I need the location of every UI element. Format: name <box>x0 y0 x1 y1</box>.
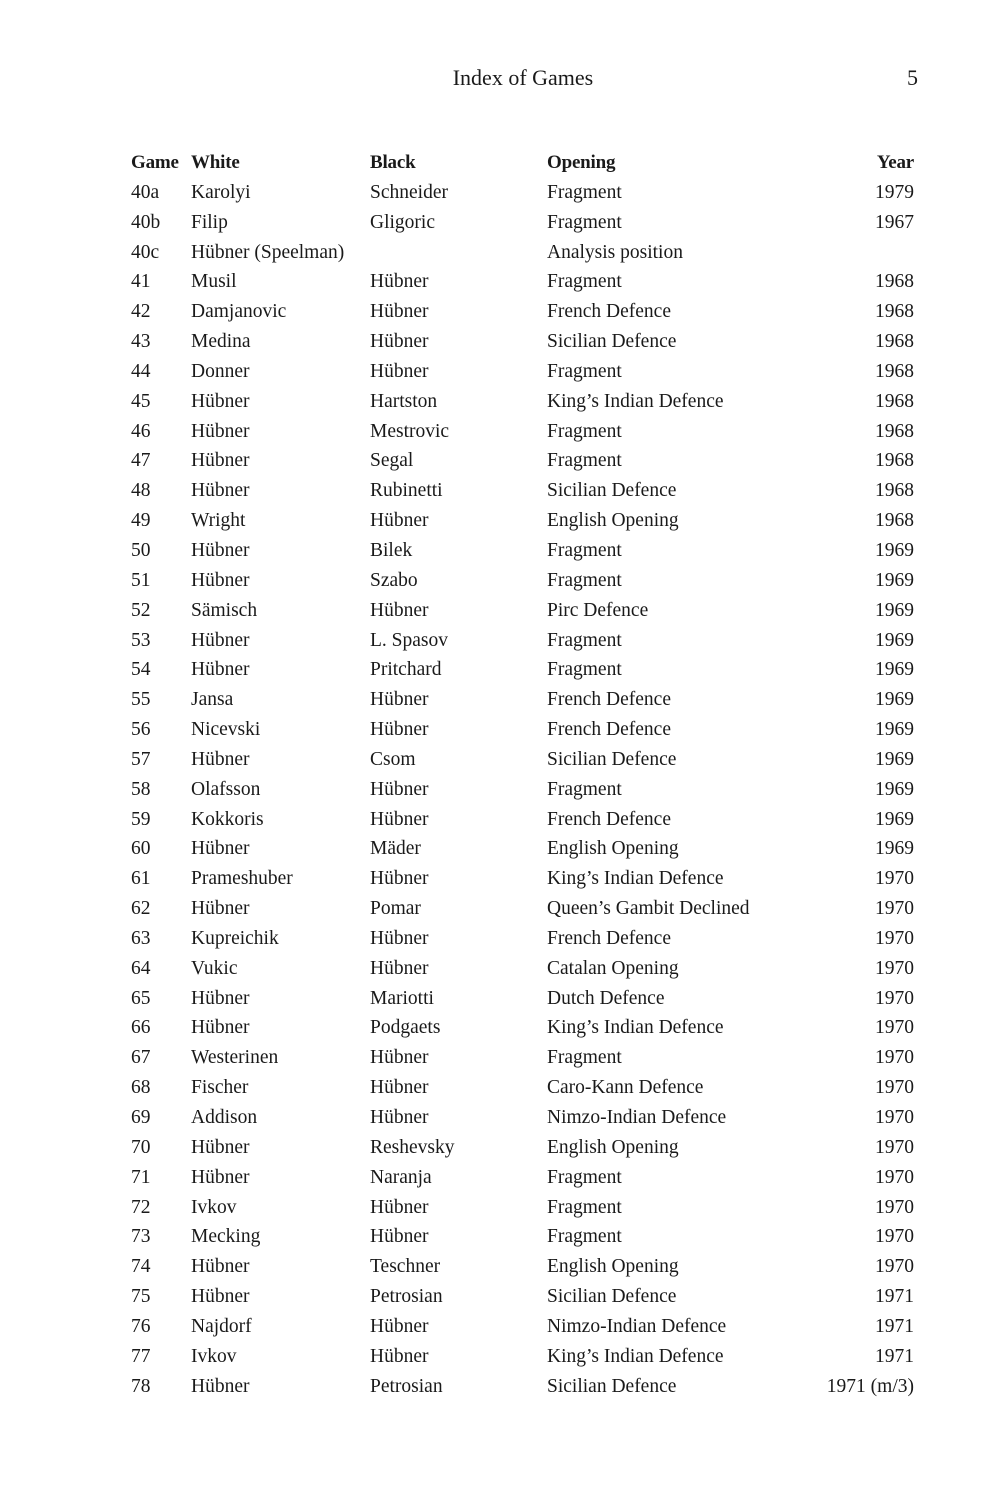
white-player-cell: Karolyi <box>191 181 251 203</box>
page-title: Index of Games <box>452 65 594 90</box>
games-index-table <box>131 148 914 1401</box>
year-cell: 1969 <box>875 659 914 681</box>
white-player-cell: Hübner <box>191 659 250 681</box>
opening-cell: Caro-Kann Defence <box>547 1077 704 1099</box>
black-player-cell: Hübner <box>370 360 429 382</box>
game-number-cell: 40b <box>131 211 161 233</box>
black-player-cell: Naranja <box>370 1166 432 1188</box>
opening-cell: French Defence <box>547 689 671 711</box>
black-player-cell: Hübner <box>370 1315 429 1337</box>
year-cell: 1969 <box>875 808 914 830</box>
year-cell: 1967 <box>875 211 914 233</box>
opening-cell: English Opening <box>547 510 679 532</box>
opening-cell: English Opening <box>547 838 679 860</box>
year-cell: 1968 <box>875 331 914 353</box>
black-player-cell: Hübner <box>370 868 429 890</box>
year-cell: 1969 <box>875 778 914 800</box>
year-cell: 1968 <box>875 360 914 382</box>
year-cell: 1970 <box>875 1077 914 1099</box>
year-cell: 1970 <box>875 1196 914 1218</box>
white-player-cell: Kupreichik <box>191 927 279 949</box>
game-number-cell: 52 <box>131 599 151 621</box>
table-row <box>131 1222 914 1252</box>
year-cell: 1969 <box>875 629 914 651</box>
white-player-cell: Musil <box>191 271 237 293</box>
opening-cell: Sicilian Defence <box>547 331 677 353</box>
year-cell <box>797 238 914 268</box>
page-header <box>0 62 1000 94</box>
table-row <box>131 1252 914 1282</box>
black-player-cell: Hübner <box>370 1107 429 1128</box>
table-row <box>131 596 914 626</box>
table-row <box>131 1133 914 1163</box>
opening-cell: Fragment <box>547 1166 622 1188</box>
game-number-cell: 43 <box>131 331 151 353</box>
black-player-cell: Hübner <box>370 510 429 532</box>
year-cell: 1970 <box>875 1166 914 1188</box>
table-row <box>131 864 914 894</box>
opening-cell: French Defence <box>547 301 671 323</box>
year-cell: 1970 <box>875 1047 914 1069</box>
game-number-cell: 47 <box>131 450 151 472</box>
table-row <box>131 476 914 506</box>
white-player-cell: Wright <box>191 510 246 532</box>
opening-cell: Fragment <box>547 271 622 293</box>
white-player-cell: Hübner <box>191 1286 250 1308</box>
white-player-cell: Jansa <box>191 689 234 711</box>
black-player-cell: Hübner <box>370 1077 429 1099</box>
opening-cell: Fragment <box>547 420 622 442</box>
black-player-cell: Hübner <box>370 808 429 830</box>
black-player-cell: Hübner <box>370 719 429 741</box>
table-row <box>131 446 914 476</box>
black-player-cell: Reshevsky <box>370 1136 455 1158</box>
white-player-cell: Olafsson <box>191 778 261 800</box>
table-row <box>131 297 914 327</box>
black-player-cell: Petrosian <box>370 1375 443 1397</box>
table-row <box>131 387 914 417</box>
table-row <box>131 417 914 447</box>
black-player-cell: Hübner <box>370 271 429 293</box>
game-number-cell: 70 <box>131 1136 151 1158</box>
opening-cell: Sicilian Defence <box>547 1286 677 1308</box>
game-number-cell: 41 <box>131 271 151 293</box>
game-number-cell: 44 <box>131 360 151 382</box>
year-cell: 1970 <box>875 957 914 979</box>
white-player-cell: Hübner (Speelman) <box>191 241 345 263</box>
table-row <box>131 1372 914 1402</box>
table-row <box>131 506 914 536</box>
opening-cell: French Defence <box>547 927 671 949</box>
game-number-cell: 76 <box>131 1315 151 1337</box>
year-cell: 1969 <box>875 689 914 711</box>
opening-cell: Sicilian Defence <box>547 748 677 770</box>
opening-cell: Analysis position <box>547 241 683 263</box>
year-cell: 1970 <box>875 868 914 890</box>
table-row <box>131 1103 914 1133</box>
black-player-cell: Hübner <box>370 957 429 979</box>
game-number-cell: 71 <box>131 1166 151 1188</box>
year-cell: 1970 <box>875 987 914 1009</box>
year-cell: 1969 <box>875 748 914 770</box>
opening-cell: French Defence <box>547 808 671 830</box>
game-number-cell: 57 <box>131 748 151 770</box>
column-header-black: Black <box>370 152 416 173</box>
year-cell: 1971 <box>875 1315 914 1337</box>
year-cell: 1968 <box>875 301 914 323</box>
table-row <box>131 685 914 715</box>
game-number-cell: 55 <box>131 689 151 711</box>
black-player-cell <box>370 238 547 268</box>
white-player-cell: Filip <box>191 211 228 233</box>
column-header-year: Year <box>876 152 914 173</box>
table-row <box>131 775 914 805</box>
black-player-cell: Csom <box>370 748 416 770</box>
white-player-cell: Hübner <box>191 539 250 561</box>
game-number-cell: 46 <box>131 420 151 442</box>
game-number-cell: 74 <box>131 1256 151 1278</box>
opening-cell: Sicilian Defence <box>547 480 677 502</box>
black-player-cell: Teschner <box>370 1256 441 1278</box>
black-player-cell: Rubinetti <box>370 480 443 502</box>
table-row <box>131 894 914 924</box>
opening-cell: Fragment <box>547 181 622 203</box>
white-player-cell: Donner <box>191 360 250 382</box>
table-row <box>131 655 914 685</box>
table-row <box>131 208 914 238</box>
black-player-cell: Hartston <box>370 390 438 412</box>
white-player-cell: Najdorf <box>191 1315 252 1337</box>
opening-cell: Fragment <box>547 659 622 681</box>
white-player-cell: Sämisch <box>191 599 258 621</box>
table-row <box>131 715 914 745</box>
game-number-cell: 69 <box>131 1107 151 1128</box>
white-player-cell: Mecking <box>191 1226 261 1248</box>
white-player-cell: Hübner <box>191 748 250 770</box>
white-player-cell: Hübner <box>191 1166 250 1188</box>
column-header-white: White <box>191 152 240 173</box>
game-number-cell: 64 <box>131 957 151 979</box>
game-number-cell: 72 <box>131 1196 151 1218</box>
year-cell: 1970 <box>875 1136 914 1158</box>
opening-cell: Sicilian Defence <box>547 1375 677 1397</box>
table-row <box>131 1193 914 1223</box>
black-player-cell: Hübner <box>370 1047 429 1069</box>
white-player-cell: Hübner <box>191 898 250 920</box>
game-number-cell: 58 <box>131 778 151 800</box>
black-player-cell: Hübner <box>370 1196 429 1218</box>
game-number-cell: 59 <box>131 808 151 830</box>
opening-cell: Nimzo-Indian Defence <box>547 1315 727 1337</box>
black-player-cell: Podgaets <box>370 1017 441 1039</box>
white-player-cell: Hübner <box>191 420 250 442</box>
game-number-cell: 42 <box>131 301 151 323</box>
table-row <box>131 1312 914 1342</box>
opening-cell: English Opening <box>547 1256 679 1278</box>
table-row <box>131 1043 914 1073</box>
white-player-cell: Hübner <box>191 838 250 860</box>
game-number-cell: 67 <box>131 1047 151 1069</box>
opening-cell: Fragment <box>547 360 622 382</box>
table-row <box>131 1013 914 1043</box>
black-player-cell: Segal <box>370 450 414 472</box>
opening-cell: King’s Indian Defence <box>547 1345 724 1367</box>
black-player-cell: Hübner <box>370 331 429 353</box>
table-row <box>131 327 914 357</box>
white-player-cell: Prameshuber <box>191 868 293 890</box>
opening-cell: Fragment <box>547 778 622 800</box>
game-number-cell: 61 <box>131 868 151 890</box>
year-cell: 1970 <box>875 1107 914 1128</box>
white-player-cell: Medina <box>191 331 251 353</box>
table-row <box>131 1342 914 1372</box>
game-number-cell: 78 <box>131 1375 151 1397</box>
opening-cell: Fragment <box>547 539 622 561</box>
white-player-cell: Hübner <box>191 987 250 1009</box>
game-number-cell: 49 <box>131 510 151 532</box>
opening-cell: Fragment <box>547 1196 622 1218</box>
table-row <box>131 984 914 1014</box>
game-number-cell: 75 <box>131 1286 151 1308</box>
table-body <box>131 178 914 1402</box>
white-player-cell: Westerinen <box>191 1047 279 1069</box>
table-row <box>131 238 914 268</box>
game-number-cell: 40c <box>131 241 160 263</box>
year-cell: 1968 <box>875 420 914 442</box>
black-player-cell: Gligoric <box>370 211 435 233</box>
table-row <box>131 536 914 566</box>
black-player-cell: Bilek <box>370 539 413 561</box>
year-cell: 1970 <box>875 1017 914 1039</box>
year-cell: 1968 <box>875 450 914 472</box>
black-player-cell: Mäder <box>370 838 421 860</box>
black-player-cell: L. Spasov <box>370 629 448 651</box>
opening-cell: King’s Indian Defence <box>547 868 724 890</box>
white-player-cell: Addison <box>191 1107 258 1128</box>
game-number-cell: 40a <box>131 181 160 203</box>
white-player-cell: Hübner <box>191 1017 250 1039</box>
game-number-cell: 68 <box>131 1077 151 1099</box>
opening-cell: French Defence <box>547 719 671 741</box>
opening-cell: Fragment <box>547 1047 622 1069</box>
black-player-cell: Hübner <box>370 301 429 323</box>
year-cell: 1968 <box>875 271 914 293</box>
white-player-cell: Hübner <box>191 629 250 651</box>
year-cell: 1968 <box>875 390 914 412</box>
black-player-cell: Hübner <box>370 927 429 949</box>
opening-cell: King’s Indian Defence <box>547 1017 724 1039</box>
white-player-cell: Kokkoris <box>191 808 264 830</box>
white-player-cell: Vukic <box>191 957 238 979</box>
header-row <box>131 148 914 178</box>
year-cell: 1969 <box>875 838 914 860</box>
year-cell: 1969 <box>875 719 914 741</box>
year-cell: 1971 <box>875 1345 914 1367</box>
table-row <box>131 1073 914 1103</box>
white-player-cell: Ivkov <box>191 1196 237 1218</box>
white-player-cell: Hübner <box>191 480 250 502</box>
table-row <box>131 357 914 387</box>
white-player-cell: Hübner <box>191 390 250 412</box>
game-number-cell: 73 <box>131 1226 151 1248</box>
opening-cell: Fragment <box>547 211 622 233</box>
opening-cell: Catalan Opening <box>547 957 679 979</box>
table-header <box>131 148 914 178</box>
table-row <box>131 924 914 954</box>
black-player-cell: Hübner <box>370 1345 429 1367</box>
year-cell: 1969 <box>875 599 914 621</box>
black-player-cell: Pomar <box>370 898 421 920</box>
game-number-cell: 62 <box>131 898 151 920</box>
white-player-cell: Hübner <box>191 450 250 472</box>
game-number-cell: 45 <box>131 390 151 412</box>
game-number-cell: 56 <box>131 719 151 741</box>
opening-cell: Fragment <box>547 1226 622 1248</box>
white-player-cell: Hübner <box>191 1375 250 1397</box>
table-row <box>131 566 914 596</box>
year-cell: 1969 <box>875 539 914 561</box>
year-cell: 1971 <box>875 1286 914 1308</box>
black-player-cell: Schneider <box>370 181 448 203</box>
table-row <box>131 178 914 208</box>
white-player-cell: Damjanovic <box>191 301 287 323</box>
black-player-cell: Mariotti <box>370 987 434 1009</box>
table-row <box>131 267 914 297</box>
table-row <box>131 745 914 775</box>
year-cell: 1970 <box>875 927 914 949</box>
black-player-cell: Hübner <box>370 1226 429 1248</box>
column-header-opening: Opening <box>547 152 616 173</box>
opening-cell: Dutch Defence <box>547 987 665 1009</box>
game-number-cell: 51 <box>131 569 151 591</box>
game-number-cell: 54 <box>131 659 151 681</box>
black-player-cell: Hübner <box>370 689 429 711</box>
black-player-cell: Petrosian <box>370 1286 443 1308</box>
table-row <box>131 805 914 835</box>
table-row <box>131 954 914 984</box>
white-player-cell: Hübner <box>191 1256 250 1278</box>
opening-cell: English Opening <box>547 1136 679 1158</box>
table-row <box>131 1282 914 1312</box>
game-number-cell: 66 <box>131 1017 151 1039</box>
page-number: 5 <box>907 65 918 90</box>
year-cell: 1970 <box>875 1256 914 1278</box>
black-player-cell: Hübner <box>370 778 429 800</box>
white-player-cell: Fischer <box>191 1077 249 1099</box>
opening-cell: Fragment <box>547 629 622 651</box>
year-cell: 1971 (m/3) <box>826 1375 914 1397</box>
black-player-cell: Pritchard <box>370 659 442 681</box>
opening-cell: Nimzo-Indian Defence <box>547 1107 727 1128</box>
white-player-cell: Hübner <box>191 569 250 591</box>
opening-cell: King’s Indian Defence <box>547 390 724 412</box>
year-cell: 1968 <box>875 480 914 502</box>
year-cell: 1970 <box>875 898 914 920</box>
black-player-cell: Hübner <box>370 599 429 621</box>
game-number-cell: 48 <box>131 480 151 502</box>
table-row <box>131 834 914 864</box>
table-row <box>131 1163 914 1193</box>
game-number-cell: 63 <box>131 927 151 949</box>
column-header-game: Game <box>131 152 179 173</box>
game-number-cell: 53 <box>131 629 151 651</box>
white-player-cell: Ivkov <box>191 1345 237 1367</box>
opening-cell: Fragment <box>547 569 622 591</box>
opening-cell: Pirc Defence <box>547 599 649 621</box>
year-cell: 1970 <box>875 1226 914 1248</box>
black-player-cell: Mestrovic <box>370 420 450 442</box>
opening-cell: Fragment <box>547 450 622 472</box>
year-cell: 1979 <box>875 181 914 203</box>
black-player-cell: Szabo <box>370 569 418 591</box>
game-number-cell: 77 <box>131 1345 151 1367</box>
opening-cell: Queen’s Gambit Declined <box>547 898 750 920</box>
game-number-cell: 50 <box>131 539 151 561</box>
game-number-cell: 60 <box>131 838 151 860</box>
white-player-cell: Hübner <box>191 1136 250 1158</box>
year-cell: 1969 <box>875 569 914 591</box>
year-cell: 1968 <box>875 510 914 532</box>
white-player-cell: Nicevski <box>191 719 261 741</box>
table-row <box>131 626 914 656</box>
game-number-cell: 65 <box>131 987 151 1009</box>
